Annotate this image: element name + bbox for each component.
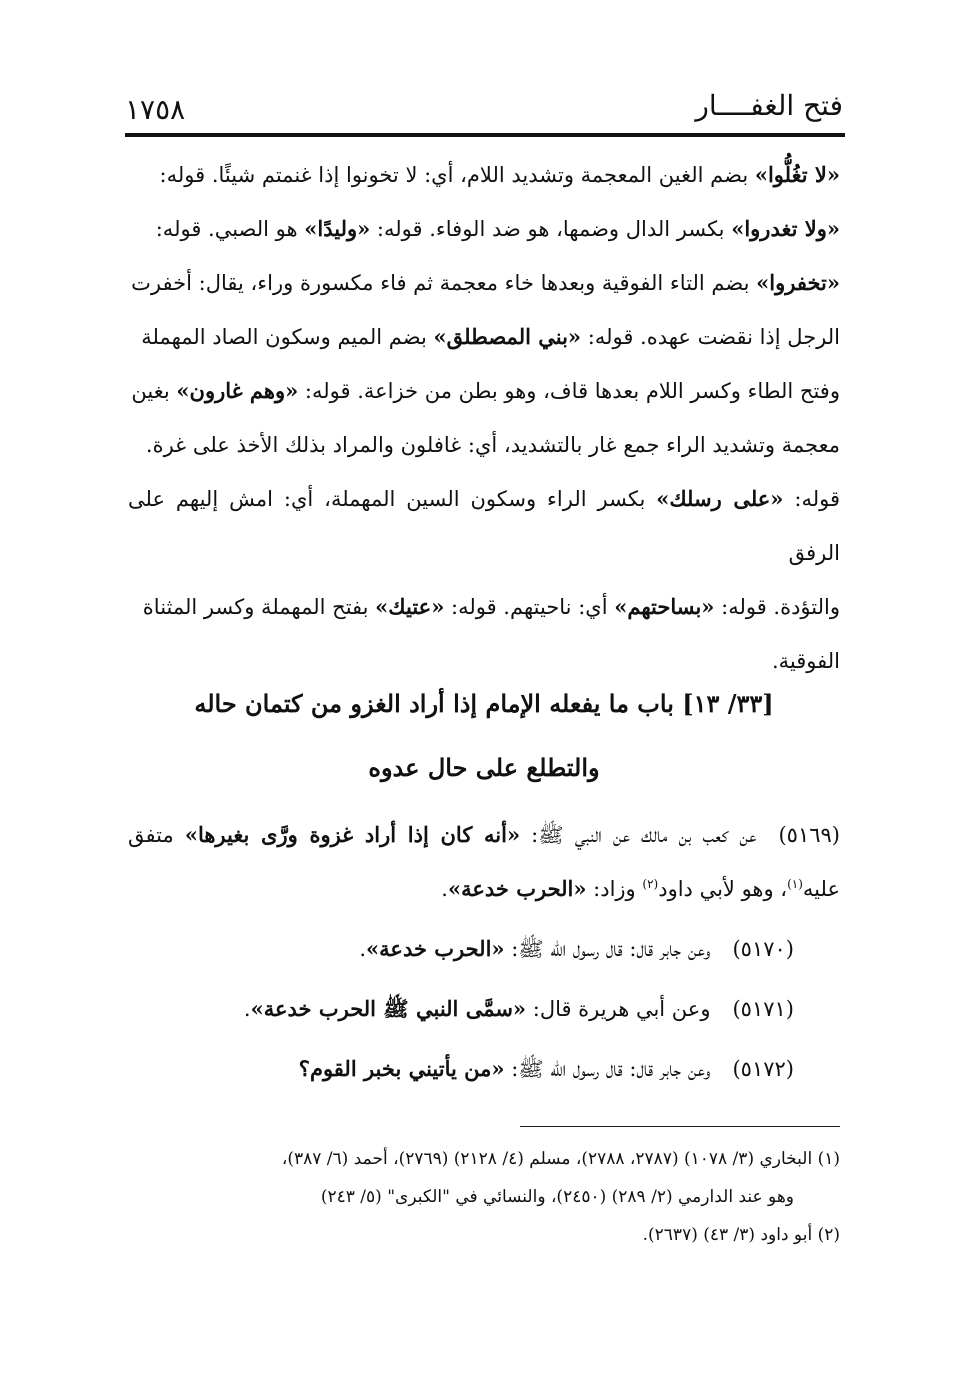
hadith-number: (٥١٦٩) xyxy=(778,823,840,847)
text-run: وفتح الطاء وكسر اللام بعدها قاف، وهو بطن من خزاعة. قوله: xyxy=(298,379,840,403)
footnote: وهو عند الدارمي (٢/ ٢٨٩) (٢٤٥٠)، والنسائي في "الكبرى" (٥/ ٢٤٣) xyxy=(320,1187,794,1207)
footnote-ref: (١) xyxy=(787,877,803,891)
quoted-term: «من يأتيني بخبر القوم؟ xyxy=(298,1056,505,1081)
quoted-term: «ولا تغدروا» xyxy=(731,216,840,241)
hadith-item xyxy=(128,808,840,916)
text-run: ، وهو لأبي داود xyxy=(658,877,788,901)
footnote-ref: (٢) xyxy=(642,877,659,891)
text-run: بكسر الراء وسكون السين المهملة، أي: امش إليهم على الرفق xyxy=(128,487,840,565)
quoted-term: «بساحتهم» xyxy=(614,594,715,619)
footnote: (١) البخاري (٣/ ١٠٧٨) (٢٧٨٧، ٢٧٨٨)، مسلم (٤/ ٢١٢٨) (٢٧٦٩)، أحمد (٦/ ٣٨٧)، xyxy=(281,1149,840,1169)
quoted-term: «تخفروا» xyxy=(756,270,840,295)
text-run: . xyxy=(243,997,251,1021)
quoted-term: «لا تغُلُّوا» xyxy=(754,162,840,187)
quoted-term: «الحرب خدعة» xyxy=(447,876,587,901)
text-run: هو الصبي. قوله: xyxy=(155,217,305,241)
text-run: أي: ناحيتهم. قوله: xyxy=(444,595,615,619)
footnote-separator xyxy=(520,1126,840,1127)
hadith-number: (٥١٧٢) xyxy=(732,1057,794,1081)
commentary-text xyxy=(128,148,840,688)
quoted-term: «أنه كان إذا أراد غزوة ورَّى بغيرها» xyxy=(184,822,521,847)
text-run: بضم الميم وسكون الصاد المهملة xyxy=(141,325,434,349)
text-line xyxy=(128,472,840,580)
text-run: بضم التاء الفوقية وبعدها خاء معجمة ثم فاء مكسورة وراء، يقال: أخفرت xyxy=(131,271,757,295)
chapter-heading-line-2: والتطلع على حال عدوه xyxy=(368,753,600,782)
quoted-term: «على رسلك» xyxy=(656,486,784,511)
text-run: وعن جابر قال: قال رسول الله ﷺ: xyxy=(504,937,711,961)
text-run: معجمة وتشديد الراء جمع غار بالتشديد، أي: غافلون والمراد بذلك الأخذ على غرة. xyxy=(145,433,840,457)
text-run: وعن جابر قال: قال رسول الله ﷺ: xyxy=(504,1057,711,1081)
text-run: متفق عليه xyxy=(128,823,840,901)
text-run: بضم الغين المعجمة وتشديد اللام، أي: لا تخونوا إذا غنمتم شيئًا. قوله: xyxy=(159,163,755,187)
text-line xyxy=(128,364,840,418)
hadith-list xyxy=(128,808,840,1102)
hadith-item xyxy=(128,982,840,1036)
header-rule xyxy=(125,133,845,137)
quoted-term: «عتيك» xyxy=(375,594,445,619)
quoted-term: «الحرب خدعة» xyxy=(366,936,505,961)
text-line xyxy=(128,580,840,634)
hadith-number: (٥١٧٠) xyxy=(732,937,794,961)
quoted-term: «وليدًا» xyxy=(304,216,371,241)
running-title: فتح الغفــــار xyxy=(695,89,843,122)
text-run: والتؤدة. قوله: xyxy=(714,595,840,619)
text-line xyxy=(128,202,840,256)
quoted-term: «وهم غارون» xyxy=(176,378,299,403)
text-run: الفوقية. xyxy=(771,649,840,673)
text-run: وعن أبي هريرة قال: xyxy=(526,997,711,1021)
text-run: بكسر الدال وضمها، هو ضد الوفاء. قوله: xyxy=(370,217,732,241)
text-run: الرجل إذا نقضت عهده. قوله: xyxy=(581,325,840,349)
text-run: قوله: xyxy=(783,487,840,511)
hadith-item xyxy=(128,922,840,976)
text-run: . xyxy=(441,877,448,901)
text-line xyxy=(128,418,840,472)
text-run: عن كعب بن مالك عن النبي ﷺ: xyxy=(520,823,757,847)
text-line xyxy=(128,310,840,364)
text-run: وزاد: xyxy=(586,877,643,901)
page-number: ١٧٥٨ xyxy=(125,93,186,126)
quoted-term: «سمَّى النبي ﷺ الحرب خدعة» xyxy=(250,996,527,1021)
quoted-term: «بني المصطلق» xyxy=(433,324,582,349)
hadith-item xyxy=(128,1042,840,1096)
footnotes xyxy=(128,1140,840,1254)
hadith-number: (٥١٧١) xyxy=(732,997,794,1021)
page-header xyxy=(125,84,843,130)
chapter-heading xyxy=(128,672,840,800)
footnote: (٢) أبو داود (٣/ ٤٣) (٢٦٣٧). xyxy=(642,1225,840,1245)
text-run: . xyxy=(359,937,367,961)
text-run: بفتح المهملة وكسر المثناة xyxy=(142,595,376,619)
text-line xyxy=(128,148,840,202)
text-line xyxy=(128,256,840,310)
text-run: بغين xyxy=(131,379,177,403)
chapter-heading-line-1: [٣٣/ ١٣] باب ما يفعله الإمام إذا أراد الغزو من كتمان حاله xyxy=(194,689,774,718)
